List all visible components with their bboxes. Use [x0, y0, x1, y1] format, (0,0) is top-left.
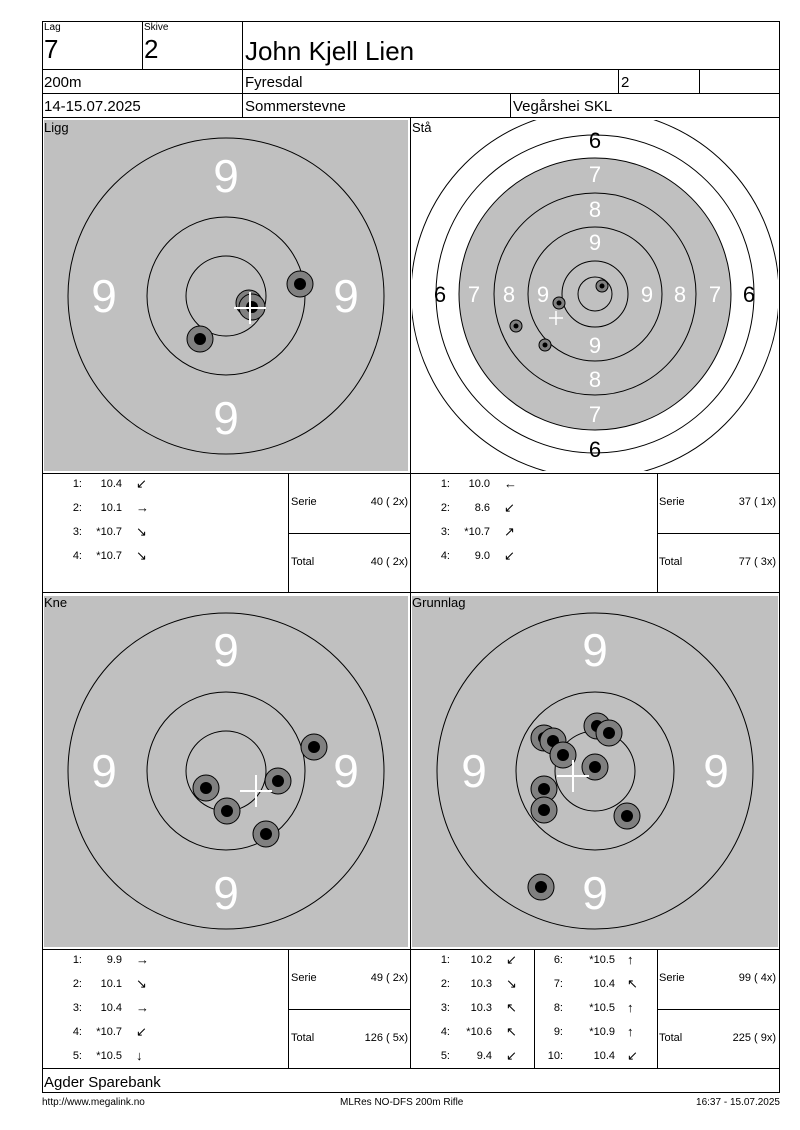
footer-software: MLRes NO-DFS 200m Rifle — [340, 1097, 464, 1108]
shot-score: *10.7 — [96, 526, 122, 538]
shot-number: 3: — [440, 1002, 450, 1014]
shot-direction-icon: ↘ — [136, 524, 147, 539]
shot-direction-icon: ↓ — [136, 1048, 143, 1063]
shot-row — [535, 1002, 659, 1022]
shot-score: 9.0 — [474, 550, 490, 562]
shot-score: 10.1 — [100, 978, 122, 990]
header-row2 — [42, 69, 780, 94]
shot-marker — [614, 803, 640, 829]
location: Fyresdal — [245, 74, 303, 91]
ring-label: 7 — [467, 282, 481, 307]
sta-total-value: 77 ( 3x) — [738, 556, 776, 568]
ring-label: 9 — [588, 333, 602, 358]
shot-row — [42, 978, 282, 998]
grunnlag-title: Grunnlag — [412, 595, 466, 610]
grunnlag-total-value: 225 ( 9x) — [732, 1032, 776, 1044]
ring-label: 9 — [213, 624, 239, 676]
shot-number: 3: — [72, 1002, 82, 1014]
ring-label: 9 — [91, 270, 117, 322]
divider — [618, 69, 619, 94]
ring-label: 7 — [588, 402, 602, 427]
shot-row — [410, 526, 650, 546]
shot-score: 10.4 — [100, 1002, 122, 1014]
shot-number: 5: — [440, 1050, 450, 1062]
footer-timestamp: 16:37 - 15.07.2025 — [696, 1097, 780, 1108]
shot-row — [42, 550, 282, 570]
shot-score: 10.2 — [470, 954, 492, 966]
shot-number: 2: — [72, 978, 82, 990]
shot-number: 2: — [440, 502, 450, 514]
ligg-target — [44, 120, 408, 471]
kne-title: Kne — [44, 595, 68, 610]
ring-label: 6 — [742, 282, 756, 307]
shot-number: 2: — [440, 978, 450, 990]
shot-direction-icon: ↖ — [506, 1024, 517, 1039]
shot-row — [410, 550, 650, 570]
distance: 200m — [44, 74, 82, 91]
lag-label: Lag — [44, 22, 61, 33]
shot-score: 10.1 — [100, 502, 122, 514]
shot-direction-icon: ↑ — [627, 952, 634, 967]
shot-direction-icon: ↙ — [136, 1024, 147, 1039]
sta-total-label: Total — [659, 556, 683, 568]
shot-score: 9.4 — [476, 1050, 492, 1062]
shot-direction-icon: ← — [504, 476, 517, 491]
ring-label: 9 — [640, 282, 654, 307]
shot-score: *10.7 — [464, 526, 490, 538]
shot-number: 8: — [553, 1002, 563, 1014]
shot-number: 6: — [553, 954, 563, 966]
shot-row — [410, 978, 534, 998]
shot-row — [410, 502, 650, 522]
divider — [510, 93, 511, 118]
shot-direction-icon: → — [136, 952, 149, 967]
shot-direction-icon: ↗ — [504, 524, 515, 539]
shot-direction-icon: ↙ — [506, 952, 517, 967]
shot-direction-icon: ↙ — [504, 548, 515, 563]
kne-target — [44, 596, 408, 947]
ring-label: 9 — [91, 745, 117, 797]
shot-direction-icon: ↖ — [627, 976, 638, 991]
event: Sommerstevne — [245, 98, 346, 115]
shot-marker — [539, 339, 551, 351]
ring-label: 6 — [588, 128, 602, 153]
shot-score: *10.7 — [96, 1026, 122, 1038]
grunnlag-target — [412, 596, 778, 947]
shot-direction-icon: ↑ — [627, 1000, 634, 1015]
ring-label: 9 — [333, 745, 359, 797]
skive-value: 2 — [144, 34, 159, 64]
skive-label: Skive — [144, 22, 169, 33]
shot-marker — [510, 320, 522, 332]
sta-title: Stå — [412, 120, 432, 135]
ring-label: 7 — [708, 282, 722, 307]
shot-number: 1: — [72, 954, 82, 966]
shot-direction-icon: ↑ — [627, 1024, 634, 1039]
ring-label: 8 — [588, 197, 602, 222]
shot-direction-icon: ↖ — [506, 1000, 517, 1015]
shot-marker — [553, 297, 565, 309]
ring-label: 9 — [536, 282, 550, 307]
shot-row — [410, 954, 534, 974]
sta-serie-label: Serie — [659, 496, 685, 508]
shot-number: 4: — [440, 1026, 450, 1038]
shot-row — [42, 502, 282, 522]
shot-score: 10.3 — [470, 978, 492, 990]
shot-direction-icon: ↙ — [136, 476, 147, 491]
shot-score: *10.5 — [589, 1002, 615, 1014]
shot-direction-icon: ↘ — [506, 976, 517, 991]
grunnlag-serie-label: Serie — [659, 972, 685, 984]
kne-serie-label: Serie — [291, 972, 317, 984]
ring-label: 9 — [213, 392, 239, 444]
sponsor: Agder Sparebank — [44, 1074, 161, 1091]
shot-direction-icon: → — [136, 500, 149, 515]
ligg-total-value: 40 ( 2x) — [370, 556, 408, 568]
shot-score: 10.0 — [468, 478, 490, 490]
ring-label: 9 — [213, 867, 239, 919]
shot-number: 7: — [553, 978, 563, 990]
shot-score: *10.5 — [96, 1050, 122, 1062]
ring-label: 7 — [588, 162, 602, 187]
ring-label: 8 — [588, 367, 602, 392]
shot-row — [410, 1050, 534, 1070]
shot-row — [535, 1026, 659, 1046]
shot-row — [42, 1050, 282, 1070]
kne-total-label: Total — [291, 1032, 315, 1044]
shot-number: 1: — [440, 954, 450, 966]
ring-label: 8 — [502, 282, 516, 307]
shot-score: *10.7 — [96, 550, 122, 562]
shot-score: 9.9 — [106, 954, 122, 966]
shot-marker — [596, 720, 622, 746]
shot-number: 4: — [72, 1026, 82, 1038]
shot-marker — [214, 798, 240, 824]
shot-score: *10.6 — [466, 1026, 492, 1038]
shot-row — [42, 526, 282, 546]
shot-direction-icon: ↙ — [627, 1048, 638, 1063]
shooter-name: John Kjell Lien — [245, 36, 415, 66]
shot-row — [535, 954, 659, 974]
ligg-serie-value: 40 ( 2x) — [370, 496, 408, 508]
shot-marker — [531, 797, 557, 823]
ring-label: 6 — [433, 282, 447, 307]
shot-number: 1: — [440, 478, 450, 490]
shot-direction-icon: ↘ — [136, 976, 147, 991]
shot-row — [42, 1002, 282, 1022]
shot-number: 4: — [440, 550, 450, 562]
divider — [242, 69, 243, 94]
header-row3 — [42, 93, 780, 118]
shot-number: 4: — [72, 550, 82, 562]
shot-row — [42, 1026, 282, 1046]
shot-number: 10: — [547, 1050, 563, 1062]
shot-number: 9: — [553, 1026, 563, 1038]
shot-row — [42, 954, 282, 974]
shot-direction-icon: → — [136, 1000, 149, 1015]
shot-row — [535, 1050, 659, 1070]
shot-marker — [528, 874, 554, 900]
shot-number: 1: — [72, 478, 82, 490]
shot-direction-icon: ↙ — [506, 1048, 517, 1063]
ring-label: 9 — [333, 270, 359, 322]
shot-row — [410, 1002, 534, 1022]
lag-value: 7 — [44, 34, 59, 64]
ring-label: 9 — [461, 745, 487, 797]
date: 14-15.07.2025 — [44, 98, 141, 115]
divider — [699, 69, 700, 94]
grunnlag-total-label: Total — [659, 1032, 683, 1044]
sta-serie-value: 37 ( 1x) — [738, 496, 776, 508]
shot-number: 5: — [72, 1050, 82, 1062]
kne-total-value: 126 ( 5x) — [364, 1032, 408, 1044]
shot-score: 10.4 — [100, 478, 122, 490]
shot-marker — [301, 734, 327, 760]
ring-label: 8 — [673, 282, 687, 307]
divider — [242, 93, 243, 118]
shot-row — [42, 478, 282, 498]
shot-marker — [287, 271, 313, 297]
shot-direction-icon: ↙ — [504, 500, 515, 515]
shot-score: *10.9 — [589, 1026, 615, 1038]
shot-score: 10.4 — [593, 1050, 615, 1062]
shot-number: 3: — [72, 526, 82, 538]
club: Vegårshei SKL — [513, 98, 613, 115]
ligg-serie-label: Serie — [291, 496, 317, 508]
footer-url[interactable]: http://www.megalink.no — [42, 1097, 145, 1108]
shot-row — [410, 478, 650, 498]
shot-score: 10.3 — [470, 1002, 492, 1014]
shot-number: 2: — [72, 502, 82, 514]
shot-row — [535, 978, 659, 998]
shot-score: 10.4 — [593, 978, 615, 990]
shot-marker — [187, 326, 213, 352]
ligg-total-label: Total — [291, 556, 315, 568]
grunnlag-serie-value: 99 ( 4x) — [738, 972, 776, 984]
count: 2 — [621, 74, 630, 91]
ring-label: 9 — [703, 745, 729, 797]
ring-label: 6 — [588, 437, 602, 462]
shot-marker — [193, 775, 219, 801]
shot-number: 3: — [440, 526, 450, 538]
ring-label: 9 — [213, 150, 239, 202]
shot-score: 8.6 — [474, 502, 490, 514]
ligg-title: Ligg — [44, 120, 69, 135]
shot-score: *10.5 — [589, 954, 615, 966]
shot-marker — [253, 821, 279, 847]
shot-direction-icon: ↘ — [136, 548, 147, 563]
sta-target — [412, 120, 778, 471]
ring-label: 9 — [582, 624, 608, 676]
ring-label: 9 — [588, 230, 602, 255]
shot-row — [410, 1026, 534, 1046]
kne-serie-value: 49 ( 2x) — [370, 972, 408, 984]
ring-label: 9 — [582, 867, 608, 919]
shot-marker — [596, 280, 608, 292]
